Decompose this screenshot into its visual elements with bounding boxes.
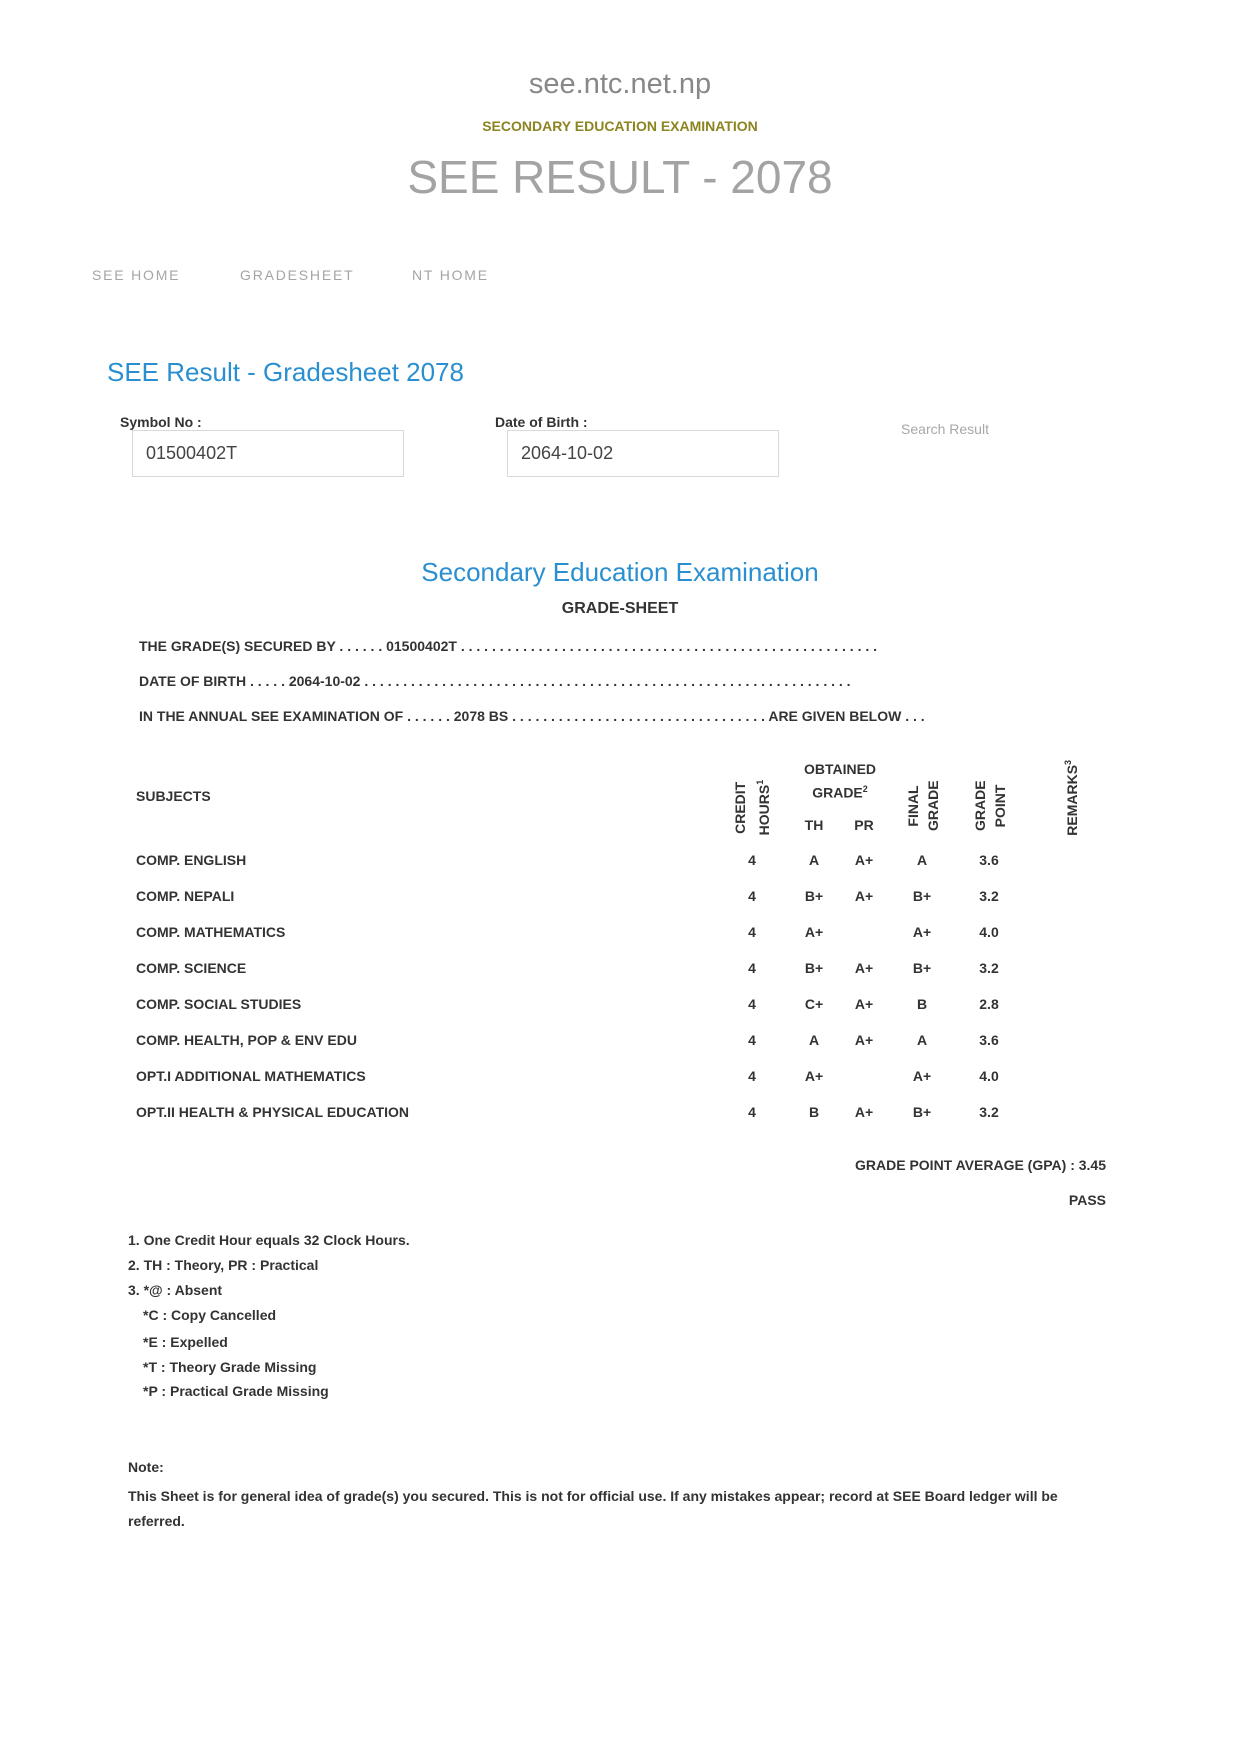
pr-grade: A+ — [854, 960, 874, 976]
credit-hours: 4 — [748, 996, 756, 1012]
credit-hours: 4 — [748, 960, 756, 976]
symbol-label: Symbol No : — [120, 414, 202, 430]
footnote-expelled: *E : Expelled — [143, 1334, 228, 1350]
result-status: PASS — [1068, 1192, 1106, 1208]
header-remarks-label: REMARKS — [1063, 764, 1080, 836]
dob-line: DATE OF BIRTH . . . . . 2064-10-02 . . . . . . . . . . . . . . . . . . . . . . . . . . . . . . . . . . . . . . . . . . . . . . . . . . . . . . . . . . . . . . . — [139, 673, 851, 689]
credit-hours: 4 — [748, 1032, 756, 1048]
pr-grade: A+ — [854, 1104, 874, 1120]
main-title: SEE RESULT - 2078 — [407, 151, 833, 203]
th-grade: B+ — [804, 888, 824, 904]
symbol-input[interactable] — [132, 430, 404, 477]
pr-grade: A+ — [854, 888, 874, 904]
footnote-practical-missing: *P : Practical Grade Missing — [143, 1383, 329, 1399]
dob-label: Date of Birth : — [495, 414, 588, 430]
final-grade: A — [916, 1032, 928, 1048]
th-grade: A — [808, 852, 820, 868]
exam-subtitle: SECONDARY EDUCATION EXAMINATION — [482, 118, 758, 134]
final-grade: B+ — [912, 888, 932, 904]
site-name: see.ntc.net.np — [528, 68, 712, 100]
subject-name: COMP. HEALTH, POP & ENV EDU — [136, 1032, 357, 1048]
final-grade: A+ — [912, 1068, 932, 1084]
footnote-absent: 3. *@ : Absent — [128, 1282, 223, 1298]
final-grade: A+ — [912, 924, 932, 940]
th-grade: A+ — [804, 924, 824, 940]
credit-hours: 4 — [748, 924, 756, 940]
footnote-copy-cancelled: *C : Copy Cancelled — [143, 1307, 277, 1323]
credit-hours: 4 — [748, 1068, 756, 1084]
header-obtained-grade-label: OBTAINED GRADE — [803, 761, 877, 801]
pr-grade: A+ — [854, 852, 874, 868]
exam-line: IN THE ANNUAL SEE EXAMINATION OF . . . . . . 2078 BS . . . . . . . . . . . . . . . . . . . . . . . . . . . . . . . . . ARE GIVEN BELOW . . . — [139, 708, 925, 724]
subject-name: OPT.II HEALTH & PHYSICAL EDUCATION — [136, 1104, 410, 1120]
grade-point: 2.8 — [979, 996, 999, 1012]
subject-name: COMP. ENGLISH — [136, 852, 247, 868]
footnote-credit-hour: 1. One Credit Hour equals 32 Clock Hours. — [128, 1232, 410, 1248]
subject-name: COMP. MATHEMATICS — [136, 924, 286, 940]
nav-see-home[interactable]: SEE HOME — [92, 267, 181, 283]
nav-nt-home[interactable]: NT HOME — [412, 267, 489, 283]
grade-point: 4.0 — [979, 924, 999, 940]
header-obtained-grade — [796, 759, 884, 803]
pr-grade: A+ — [854, 1032, 874, 1048]
header-grade-point-label: GRADE POINT — [972, 780, 1008, 831]
page-heading: SEE Result - Gradesheet 2078 — [107, 357, 464, 387]
grade-point: 3.6 — [979, 852, 999, 868]
grade-point: 3.2 — [979, 1104, 999, 1120]
header-credit-hours — [730, 758, 774, 858]
subject-name: OPT.I ADDITIONAL MATHEMATICS — [136, 1068, 366, 1084]
dob-input[interactable] — [507, 430, 779, 477]
footnote-th-pr: 2. TH : Theory, PR : Practical — [128, 1257, 319, 1273]
credit-hours: 4 — [748, 888, 756, 904]
pr-grade: A+ — [854, 996, 874, 1012]
header-th: TH — [804, 817, 824, 833]
header-obtained-sup: 2 — [862, 784, 868, 794]
final-grade: B+ — [912, 1104, 932, 1120]
nav-gradesheet[interactable]: GRADESHEET — [240, 267, 355, 283]
th-grade: A+ — [804, 1068, 824, 1084]
th-grade: C+ — [804, 996, 824, 1012]
credit-hours: 4 — [748, 1104, 756, 1120]
sheet-title: Secondary Education Examination — [421, 557, 819, 587]
subject-name: COMP. SCIENCE — [136, 960, 247, 976]
grade-point: 3.6 — [979, 1032, 999, 1048]
credit-hours: 4 — [748, 852, 756, 868]
final-grade: A — [916, 852, 928, 868]
th-grade: B — [808, 1104, 820, 1120]
header-credit-hours-label: CREDIT HOURS — [732, 781, 772, 836]
header-final-grade — [903, 756, 943, 856]
subject-name: COMP. NEPALI — [136, 888, 235, 904]
final-grade: B — [916, 996, 928, 1012]
grade-point: 3.2 — [979, 888, 999, 904]
grade-point: 4.0 — [979, 1068, 999, 1084]
final-grade: B+ — [912, 960, 932, 976]
header-grade-point — [970, 756, 1010, 856]
th-grade: B+ — [804, 960, 824, 976]
note-text: This Sheet is for general idea of grade(s) you secured. This is not for official use. If any mistakes appear; record at SEE Board ledger will be referred. — [128, 1488, 1058, 1529]
header-remarks-sup: 3 — [1063, 759, 1074, 765]
note-label: Note: — [128, 1459, 164, 1475]
header-remarks — [1058, 748, 1082, 848]
header-subjects: SUBJECTS — [136, 788, 211, 804]
gpa-line: GRADE POINT AVERAGE (GPA) : 3.45 — [855, 1157, 1106, 1173]
search-result-button[interactable]: Search Result — [880, 421, 1010, 437]
th-grade: A — [808, 1032, 820, 1048]
subject-name: COMP. SOCIAL STUDIES — [136, 996, 302, 1012]
footnote-theory-missing: *T : Theory Grade Missing — [143, 1359, 317, 1375]
grade-point: 3.2 — [979, 960, 999, 976]
header-credit-sup: 1 — [755, 779, 766, 785]
header-final-grade-label: FINAL GRADE — [905, 780, 941, 831]
sheet-subtitle: GRADE-SHEET — [561, 600, 679, 617]
secured-by-line: THE GRADE(S) SECURED BY . . . . . . 01500402T . . . . . . . . . . . . . . . . . . . . . . . . . . . . . . . . . . . . . . . . . . . . . . . . . . . . . . — [139, 638, 878, 654]
header-pr: PR — [854, 817, 874, 833]
